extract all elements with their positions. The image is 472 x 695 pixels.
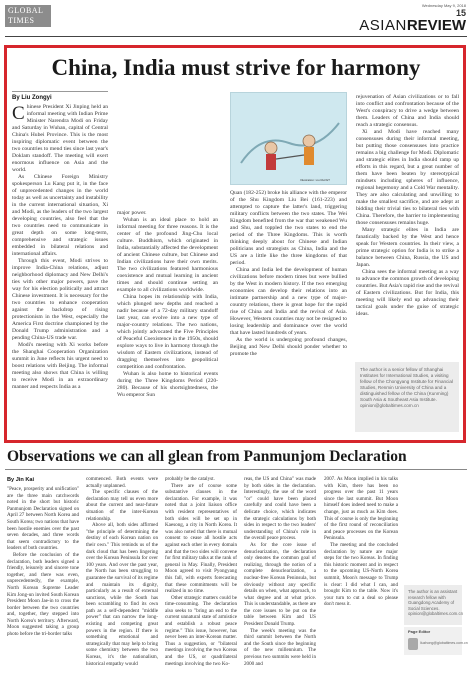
paragraph: "Peace, prosperity and unification" are the three main catchwords noted in the short but historic Panmunjom Declaration signed on April 27 between North Korea and South Korea; two nations that have been hostile enemies over the past seven decades, and three words that seem contradictory to the leaders of both countries. (7, 486, 79, 552)
article2-column-2 (86, 476, 158, 667)
paragraph: The specific clauses of the declaration may tell us even more about the current and near-future situation of the inter-Korean relationship. (86, 489, 158, 522)
article2-byline: By Jin Kai (7, 477, 35, 483)
paragraph: Above all, both sides affirmed "the principle of determining the destiny of each Korean nation on their own." This reminds us of the dark cloud that has been lingering over the Korean Peninsula for over 100 years. And over the past year, the North has been struggling to guarantee the survival of its regime and maintain its dignity, particularly as a result of external sanctions, while the South has been scrambling to find its own path as a self-dependent "middle power" that can narrow the long-existing and competing great powers in the region. If there is something emotional and strategically that may help to bring some chemistry between the two Koreas, it's the nationalism, historical empathy would (86, 522, 158, 667)
section-title (359, 17, 466, 35)
issue-date: Wednesday May 9, 2018 (421, 3, 466, 8)
article2-title: Observations we can all glean from Panmunjom Declaration (7, 448, 407, 465)
paragraph: The meeting and the concluded declaration by nature are major steps for the two Koreas. In finding this historic moment and in respect to the upcoming US-North Korea summit, Moon's message to Trump is clear: I did what I can, and brought Kim to the table. Now it's your turn to cut a deal so please don't mess it. (324, 541, 398, 608)
paragraph: Before the conclusion of the declaration, both leaders signed a friendly, leisurely and sincere tone together, and there was even, unprecedentedly, the example, North Korean Supreme Leader Kim Jong-un invited South Korean President Moon Jae-in to cross the border between the two countries and, together, they stepped into North Korea's territory. Afterward, Moon suggested taking a group photo before the tri-border talks (7, 551, 79, 638)
paragraph: 2007. As Moon implied in his talks with Kim, there has been no progress over the past 11 years since the last summit. But Moon himself does indeed need to make a change, just as much as Kim does. This of course is only the beginning of the first round of reconciliation and peace processes on the Korean Peninsula. (324, 476, 398, 542)
article1-column-3 (230, 190, 347, 358)
paragraph: Through this event, Modi strives to improve India-China relations, adjust neighborhood diplomacy and New Delhi's ties with other major powers, pave the way for his election politically and attract Chinese investment. It is necessary for the two countries to enhance cooperation against the backdrop of rising protectionism in the West, especially the America First doctrine championed by the Donald Trump administration and a pending China-US trade war. (12, 258, 108, 341)
paragraph: Xi and Modi have reached many consensuses during their informal meeting, but putting those consensuses into practice remains a big challenge for Modi. Diplomatic and strategic elites in India should ramp up efforts in this regard, but a great number of them have been beaten by stereotypical mindsets including spheres of influence, regional hegemony and a Cold War mentality. They are also calculating and unwilling to make the smallest sacrifice, and are adept at bidding their trivial ties to bilateral ties with China. Therefore, the barrier to implementing those consensuses remains huge. (356, 129, 459, 226)
logo-line-2: TIMES (8, 16, 35, 25)
paragraph: probably be the catalyst. (165, 476, 215, 482)
paragraph: Wuhan is an ideal place to hold an informal meeting for three reasons. It is the center of the profound Jing-Chu local culture. Buddhism, which originated in India, substantially affected the development of ancient Chinese culture, but Chinese and Indian civilizations have their own merits. The two civilizations featured harmonious coexistence and mutual learning in ancient times and should continue setting an example to all civilizations worldwide. (117, 217, 218, 293)
paragraph: major power. (117, 210, 147, 216)
article-title: China, India must strive for harmony (51, 55, 421, 80)
article2-column-5 (324, 476, 398, 608)
paragraph: Other strategic matters could be time-consuming. The declaration also seeks to "bring an end to the current unnatural state of armistice and establish a robust peace regime." This issue, however, has never been an inter-Korean matter. Thus a suggestion, or "bilateral meetings involving the two Koreas and the US, or quadrilateral meetings involving the two Ko- (165, 594, 237, 667)
paragraph: Chinese President Xi Jinping held an informal meeting with Indian Prime Minister Narendra Modi on Friday and Saturday in Wuhan, capital of Central China's Hubei Province. This is the most inspiring diplomatic event between the two countries to mend ties since last year's Doklam standoff. The meeting will exert enormous influence on Asia and the world. (12, 103, 108, 173)
paragraph: China and India led the development of human civilizations before modern times but were bullied by the West in modern history. If the two emerging economies can develop their relations into an intimate partnership and a new type of major-country relations, there is great hope for the rapid rise of China and India and the revival of Asia. However, Western countries may not be resigned to losing leadership and dominance over the world that have lasted hundreds of years. (230, 267, 347, 336)
illustration (230, 92, 347, 185)
cartoon-drawing (231, 93, 347, 185)
masthead (0, 0, 472, 36)
paragraph: China hopes its relationship with India, which plunged new depths and reached a nadir because of a 72-day military standoff last year, can evolve into a new type of major-country relations. The two nations, which jointly advocated the Five Principles of Peaceful Coexistence in the 1950s, should explore ways to live in harmony through the wisdom of Eastern civilizations, instead of dragging themselves into geopolitical competition and confrontation. (117, 294, 218, 370)
article2-author-note: The author is an assistant research fellow with Guangdong Academy of Social Sciences. opinion@globaltimes.com.cn (404, 585, 462, 625)
paragraph: There are of course some substantive clauses in the declaration. For example, it was noted that a joint liaison office with resident representatives of both sides will be set up in Kaesong, a city in North Korea. It was also noted that there is mutual consent to cease all hostile acts against each other in every domain and that the two sides will convene for first military talks at the rank of general in May. Finally, President Moon agreed to visit Pyongyang this fall, with experts forecasting that these commitments will be realized in no time. (165, 482, 237, 595)
paragraph: The week's meeting was the third summit between the North and the South since the beginning of the new millennium. The previous two summits were held in 2000 and (244, 627, 316, 667)
page-editor-box (404, 627, 468, 655)
article1-column-4 (356, 94, 459, 318)
paragraph: As Chinese Foreign Ministry spokesperson Lu Kang put it, in the face of unprecedented changes in the world today as well as uncertainty and instability in the current international situation, Xi and Modi, as the leaders of the two largest developing countries, also feel that the two countries need to communicate in great depth on some long-term, comprehensive and strategic issues embedded in bilateral relations and international affairs. (12, 174, 108, 257)
paragraph: Quan (182-252) broke his alliance with the emperor of the Shu Kingdom Liu Bei (161-223) and attempted to capture the latter's land, triggering military conflicts between the two states. The Wei Kingdom benefited from the war that weakened Wu and Shu, and toppled the two states to end the period of the Three Kingdoms. This is worth thinking deeply about for Chinese and Indian politicians and strategists as China, India and the US are a little like the three kingdoms of that period. (230, 190, 347, 266)
article2-column-3 (165, 476, 237, 667)
page-editor-label: Page Editor (408, 629, 431, 634)
paragraph: rejuvenation of Asian civilizations or to fall into conflict and confrontation because of the West's conspiracy to drive a wedge between them. Leaders of China and India should reach a strategic consensus. (356, 94, 459, 128)
drop-cap: C (12, 103, 25, 124)
byline-rule (12, 91, 108, 92)
global-times-logo (5, 5, 51, 27)
paragraph: commenced. Both events were actually unplanned. (86, 476, 158, 489)
author-note: The author is a senior fellow of Shanghai Institutes for International Studies, a visiting fellow of the Chongyang Institute for Financial Studies, Renmin University of China and a distinguished fellow of the China (Kunming) South Asia & Southeast Asia Institute. opinion@globaltimes.com.cn (355, 362, 459, 432)
paragraph: China sees the informal meeting as a way to advance the common growth of developing countries. But Asia's rapid rise and the revival of Eastern civilizations. But for India, this meeting will likely end up advancing their tactical goals under the guise of strategic ideas. (356, 269, 459, 317)
article2-column-1 (7, 486, 79, 638)
paragraph: reas, the US and China" was made by both sides in the declaration. Interestingly, the use of the word "or" could have been placed carefully and could have been a delicate choice, which indicates the strategic calculations by both sides in respect to the two leaders' understanding of China's role in the overall peace process. (244, 476, 316, 542)
article-byline: By Liu Zongyi (12, 95, 52, 101)
illustration-credit: Illustration: Liu Rui/GT (300, 178, 330, 182)
editor-avatar (408, 638, 418, 650)
paragraph: As the world is undergoing profound changes, Beijing and New Delhi should ponder whether to promote the (230, 337, 347, 357)
article1-column-2 (117, 210, 218, 399)
section-title-review: REVIEW (406, 17, 466, 34)
masthead-rule (5, 36, 467, 37)
article2-rule (5, 469, 467, 470)
page-number: 15 (455, 8, 466, 18)
section-title-asian: ASIAN (359, 17, 407, 34)
article1-column-1 (12, 104, 108, 391)
article2-column-4 (244, 476, 316, 667)
page-editor-email: liuzhong@globaltimes.com.cn (420, 641, 468, 645)
paragraph: Wuhan is also home to historical events during the Three Kingdoms Period (220-280). Because of his shortsightedness, the Wu emperor Sun (117, 371, 218, 398)
paragraph: Modi's meeting with Xi works before the Shanghai Cooperation Organization summit in June reflects his urgent need to boost relations with Beijing. The informal meeting also shows that China is willing to receive Modi in an extraordinary manner and respects India as a (12, 342, 108, 390)
paragraph: Many strategic elites in India are fanatically backed by the West and hence speak for Western countries. In their view, a prime strategic option for India is to strike a balance between China, Russia, the US and Japan. (356, 227, 459, 268)
paragraph: As for the core issue of denuclearization, the declaration only denotes the common goal of realizing, through the notion of a complete denuclearization, a nuclear-free Korean Peninsula, but obviously without any specific details on when, what approach, to what degree and at what price. This is understandable, as there are the core issues to be put on the table between Kim and US President Donald Trump. (244, 541, 316, 628)
logo-line-1: GLOBAL (8, 6, 44, 15)
